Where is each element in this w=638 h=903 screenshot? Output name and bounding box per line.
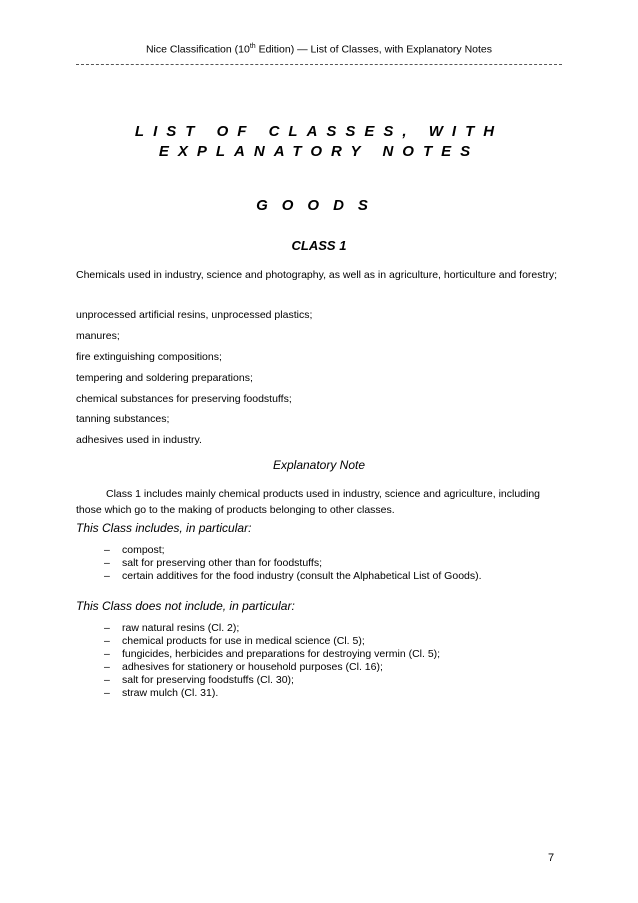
list-item <box>104 570 482 583</box>
page-number: 7 <box>548 852 555 864</box>
dash-marker: – <box>104 570 110 582</box>
class-heading: CLASS 1 <box>291 238 347 253</box>
list-item <box>104 544 165 557</box>
goods-item: chemical substances for preserving foodstuffs; <box>76 393 292 405</box>
header-rule <box>76 64 562 65</box>
header-suffix: Edition) — List of Classes, with Explanatory Notes <box>255 43 493 56</box>
dash-marker: – <box>104 648 110 660</box>
list-item <box>104 622 239 635</box>
list-item-text: chemical products for use in medical science (Cl. 5); <box>122 635 365 647</box>
dash-marker: – <box>104 622 110 634</box>
includes-heading: This Class includes, in particular: <box>76 521 252 535</box>
explanatory-note-paragraph <box>76 486 566 518</box>
goods-item: tempering and soldering preparations; <box>76 372 253 384</box>
goods-item: fire extinguishing compositions; <box>76 351 222 363</box>
page-header <box>0 40 638 57</box>
goods-item: Chemicals used in industry, science and photography, as well as in agriculture, horticulture and forestry; <box>76 269 558 281</box>
list-item-text: raw natural resins (Cl. 2); <box>122 622 240 634</box>
section-heading: GOODS <box>256 197 382 214</box>
goods-item: tanning substances; <box>76 413 170 425</box>
list-item-text: compost; <box>122 544 165 556</box>
list-item <box>104 674 294 687</box>
list-item-text: salt for preserving other than for foodstuffs; <box>122 557 322 569</box>
goods-item: adhesives used in industry. <box>76 434 202 446</box>
list-item-text: certain additives for the food industry (consult the Alphabetical List of Goods). <box>122 570 482 582</box>
excludes-heading: This Class does not include, in particular: <box>76 599 295 613</box>
document-title-line2: EXPLANATORY NOTES <box>158 143 480 160</box>
goods-item: unprocessed artificial resins, unprocessed plastics; <box>76 309 313 321</box>
explanatory-note-title: Explanatory Note <box>272 458 366 472</box>
header-prefix: Nice Classification (10 <box>145 43 250 56</box>
list-item-text: straw mulch (Cl. 31). <box>122 687 219 699</box>
header-superscript: th <box>249 43 256 50</box>
list-item-text: adhesives for stationery or household purposes (Cl. 16); <box>122 661 383 673</box>
list-item <box>104 648 440 661</box>
list-item <box>104 661 383 674</box>
dash-marker: – <box>104 661 110 673</box>
list-item-text: fungicides, herbicides and preparations for destroying vermin (Cl. 5); <box>122 648 441 660</box>
paragraph-text: Class 1 includes mainly chemical products used in industry, science and agriculture, including those which go to the making of products belonging to other classes. <box>76 488 541 516</box>
dash-marker: – <box>104 674 110 686</box>
list-item <box>104 635 365 648</box>
list-item <box>104 557 322 570</box>
document-title-line1: LIST OF CLASSES, WITH <box>134 123 504 140</box>
dash-marker: – <box>104 687 110 699</box>
dash-marker: – <box>104 635 110 647</box>
dash-marker: – <box>104 557 110 569</box>
list-item <box>104 687 218 700</box>
dash-marker: – <box>104 544 110 556</box>
list-item-text: salt for preserving foodstuffs (Cl. 30); <box>122 674 294 686</box>
goods-item: manures; <box>76 330 120 342</box>
